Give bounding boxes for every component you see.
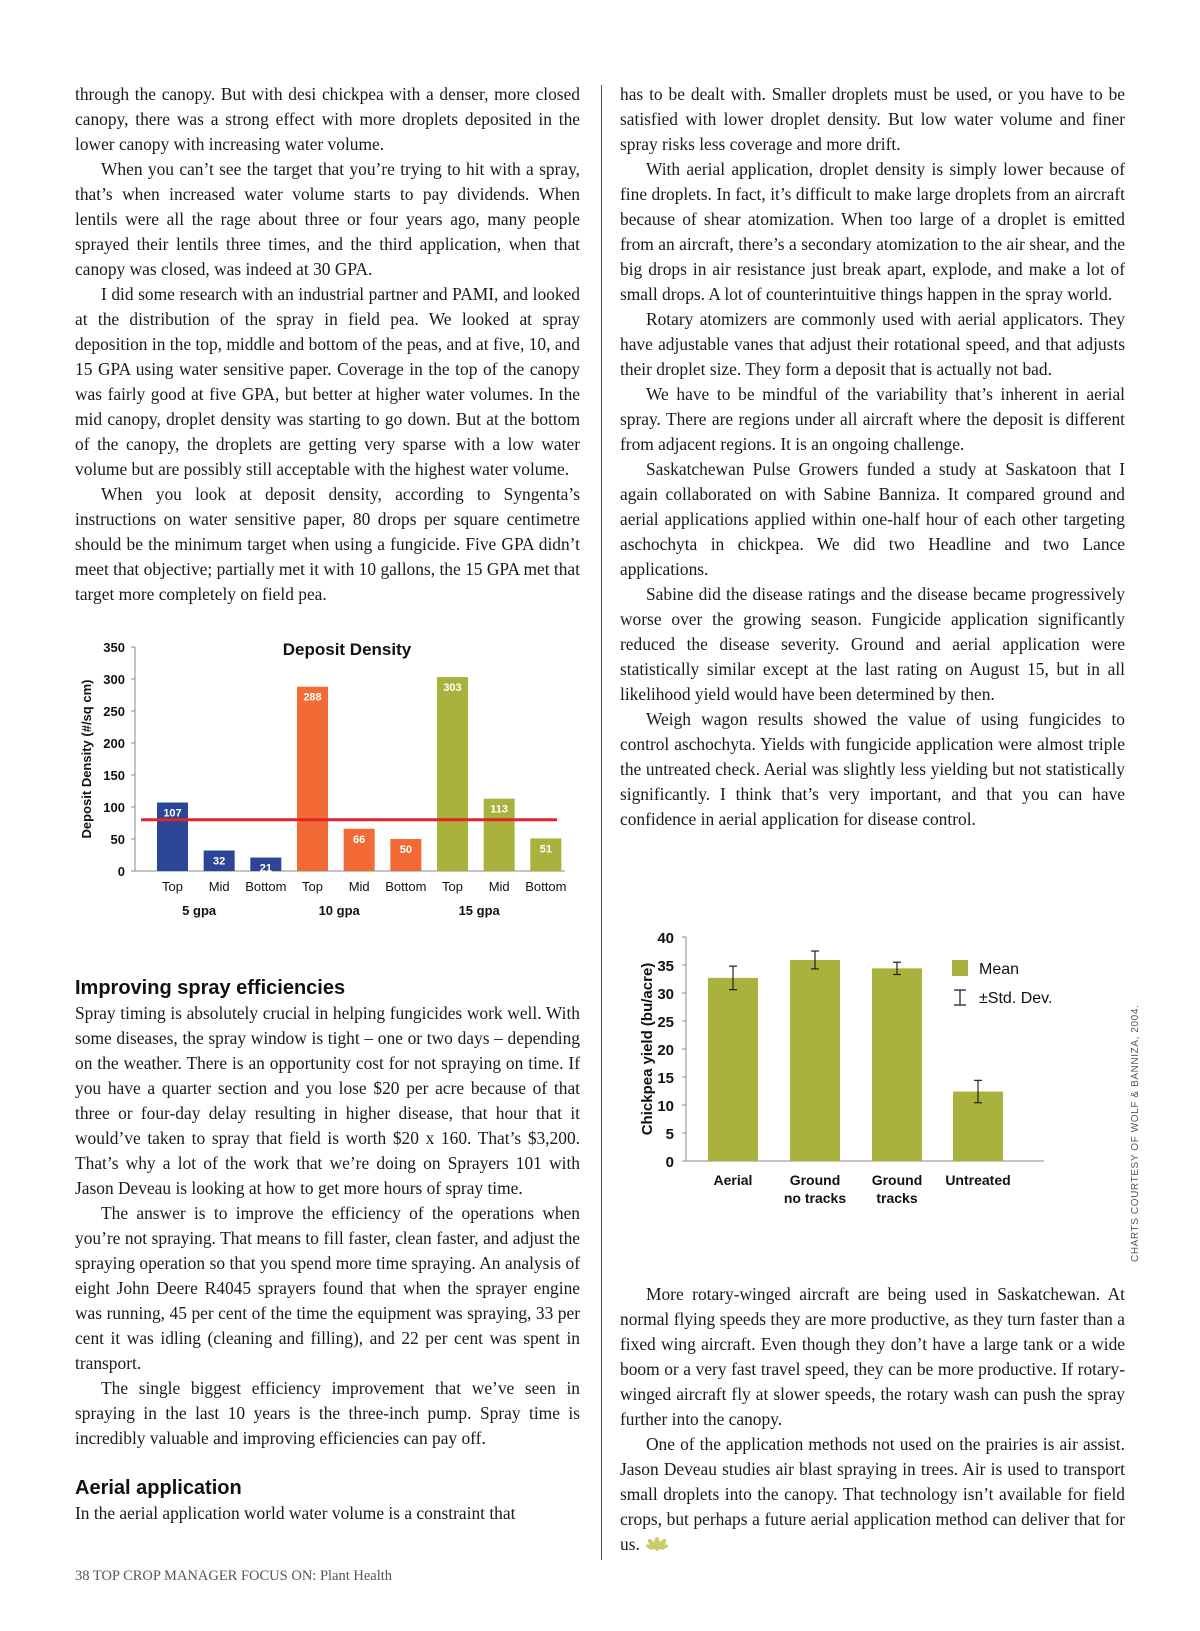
y-tick-label: 300 [103,672,125,687]
right-column-lower [620,1282,1125,1557]
y-tick-label: 200 [103,736,125,751]
y-axis-title: Chickpea yield (bu/acre) [639,962,656,1136]
y-tick-label: 30 [657,986,674,1003]
bar [872,968,922,1161]
paragraph: The answer is to improve the efficiency of the operations when you’re not spraying. That means to fill faster, clean faster, and adjust the spraying operation so that you spend more time spraying. An analysis of eight John Deere R4045 sprayers found that when the sprayer engine was running, 45 per cent of the time the equipment was spraying, 33 per cent it was idling (cleaning and filling), and 22 per cent was spent in transport. [75,1203,580,1373]
y-tick-label: 20 [657,1042,674,1059]
x-tick-label: Top [162,879,183,894]
page-footer: 38 TOP CROP MANAGER FOCUS ON: Plant Health [75,1568,393,1584]
x-tick-label: Ground [871,1172,923,1188]
legend-swatch [952,960,968,976]
x-tick-label: Mid [488,879,510,894]
paragraph: Saskatchewan Pulse Growers funded a study at Saskatoon that I again collaborated on with Sabine Banniza. It compared ground and aerial applications applied within one-half hour of each other targeting aschochyta in chickpea. We did two Headline and two Lance applications. [620,459,1125,579]
y-tick-label: 350 [103,640,125,655]
paragraph: More rotary-winged aircraft are being used in Saskatchewan. At normal flying speeds they are more productive, as they turn faster than a fixed wing aircraft. Even though they don’t have a large tank or a wide boom or a very fast travel speed, they can be more productive. If rotary-winged aircraft fly at slower speeds, the rotary wash can push the spray further into the canopy. [620,1284,1125,1429]
x-tick-label: Ground [789,1172,841,1188]
paragraph: When you look at deposit density, according to Syngenta’s instructions on water sensitive paper, 80 drops per square centimetre should be the minimum target when using a fungicide. Five GPA didn’t meet that objective; partially met it with 10 gallons, the 15 GPA met that target more completely on field pea. [75,484,580,604]
bar-value-label: 21 [259,862,272,875]
y-tick-label: 15 [657,1070,674,1087]
paragraph: Spray timing is absolutely crucial in helping fungicides work well. With some diseases, the spray window is tight – one or two days – depending on the weather. There is an opportunity cost for not spraying on time. If you have a quarter section and you lose $20 per acre because of that three or four-day delay resulting in higher disease, that hour that it would’ve taken to spray that field is worth $20 x 160. That’s $3,200. That’s why a lot of the work that we’re doing on Sprayers 101 with Jason Deveau is looking at how to get more hours of spray time. [75,1003,580,1198]
left-column-lower [75,975,580,1526]
left-column [75,82,580,607]
paragraph: In the aerial application world water volume is a constraint that [75,1503,516,1523]
paragraph: through the canopy. But with desi chickpea with a denser, more closed canopy, there was a strong effect with more droplets deposited in the lower canopy with increasing water volume. [75,84,580,154]
y-tick-label: 35 [657,958,674,975]
paragraph: The single biggest efficiency improvement that we’ve seen in spraying in the last 10 years is the three-inch pump. Spray time is incredibly valuable and improving efficiencies can pay off. [75,1378,580,1448]
bar [437,677,468,871]
paragraph [620,1432,1125,1557]
chart-title: Deposit Density [282,640,412,659]
y-tick-label: 25 [657,1014,674,1031]
bar-value-label: 303 [443,682,462,695]
bar-value-label: 107 [163,807,182,820]
section-heading: Improving spray efficiencies [75,977,346,999]
paragraph: We have to be mindful of the variability that’s inherent in aerial spray. There are regions under all aircraft where the deposit is different from adjacent regions. It is an ongoing challenge. [620,384,1125,454]
x-tick-label: Bottom [245,879,287,894]
y-tick-label: 10 [657,1098,674,1115]
y-tick-label: 150 [103,768,125,783]
chickpea-yield-chart [640,930,1120,1260]
y-tick-label: 100 [103,800,125,815]
bar [708,978,758,1161]
y-tick-label: 40 [657,930,674,947]
group-label: 15 gpa [458,903,500,918]
x-tick-label: Mid [348,879,370,894]
x-tick-label: Top [442,879,463,894]
section-heading: Aerial application [75,1477,242,1499]
paragraph: has to be dealt with. Smaller droplets must be used, or you have to be satisfied with lower droplet density. But low water volume and finer spray risks less coverage and more drift. [620,84,1125,154]
x-tick-label: Bottom [385,879,427,894]
paragraph-text: One of the application methods not used on the prairies is air assist. Jason Deveau studies air blast spraying in trees. Air is used to transport small droplets into the canopy. That technology isn’t available for field crops, but perhaps a future aerial application method can deliver that for us. [620,1434,1125,1554]
wheat-leaf-icon [646,1535,668,1553]
deposit-density-chart [75,640,585,965]
bar-value-label: 113 [490,803,509,816]
column-divider [601,85,602,1560]
paragraph: Rotary atomizers are commonly used with aerial applicators. They have adjustable vanes that adjust their rotational speed, and that adjusts their droplet size. They form a deposit that is actually not bad. [620,309,1125,379]
y-tick-label: 50 [110,832,125,847]
x-tick-label: no tracks [783,1190,847,1206]
x-tick-label: Mid [208,879,230,894]
x-tick-label: Top [302,879,323,894]
x-tick-label: Untreated [945,1172,1011,1188]
group-label: 5 gpa [182,903,217,918]
x-tick-label: Bottom [525,879,567,894]
bar [790,960,840,1161]
bar [297,687,328,871]
legend-label: Mean [979,961,1020,978]
x-tick-label: tracks [876,1190,918,1206]
y-tick-label: 0 [665,1154,674,1171]
paragraph: With aerial application, droplet density is simply lower because of fine droplets. In fact, it’s difficult to make large droplets from an aircraft because of shear atomization. When too large of a droplet is emitted from an aircraft, there’s a secondary atomization to the air shear, and the big drops in air resistance just break apart, explode, and make a lot of small drops. A lot of counterintuitive things happen in the spray world. [620,159,1125,304]
y-tick-label: 5 [665,1126,674,1143]
legend-label: ±Std. Dev. [979,990,1053,1007]
paragraph: Weigh wagon results showed the value of using fungicides to control aschochyta. Yields with fungicide application were almost triple the untreated check. Aerial was slightly less yielding but not statistically significantly. I think that’s very important, and that you can have confidence in aerial application for disease control. [620,709,1125,829]
paragraph: I did some research with an industrial partner and PAMI, and looked at the distribution of the spray in field pea. We looked at spray deposition in the top, middle and bottom of the peas, and at five, 10, and 15 GPA using water sensitive paper. Coverage in the top of the canopy was fairly good at five GPA, but better at higher water volumes. In the mid canopy, droplet density was starting to go down. But at the bottom of the canopy, the droplets are getting very sparse with a low water volume but are possibly still acceptable with the highest water volume. [75,284,580,479]
bar-value-label: 66 [353,833,366,846]
y-tick-label: 250 [103,704,125,719]
right-column [620,82,1125,832]
bar-value-label: 50 [399,844,412,856]
bar-value-label: 32 [213,855,226,868]
paragraph: Sabine did the disease ratings and the disease became progressively worse over the growing season. Fungicide application significantly reduced the disease severity. Ground and aerial application were statistically similar except at the last rating on August 15, but in all likelihood yield would have been determined by then. [620,584,1125,704]
y-tick-label: 0 [117,864,125,879]
group-label: 10 gpa [318,903,360,918]
x-tick-label: Aerial [713,1172,753,1188]
bar-value-label: 51 [539,843,552,856]
y-axis-title: Deposit Density (#/sq cm) [79,679,94,839]
chart-credit: CHARTS COURTESY OF WOLF & BANNIZA, 2004. [1130,1004,1141,1262]
paragraph: When you can’t see the target that you’re trying to hit with a spray, that’s when increased water volume starts to pay dividends. When lentils were all the rage about three or four years ago, many people sprayed their lentils three times, and the third application, when that canopy was closed, was indeed at 30 GPA. [75,159,580,279]
bar-value-label: 288 [303,691,322,704]
